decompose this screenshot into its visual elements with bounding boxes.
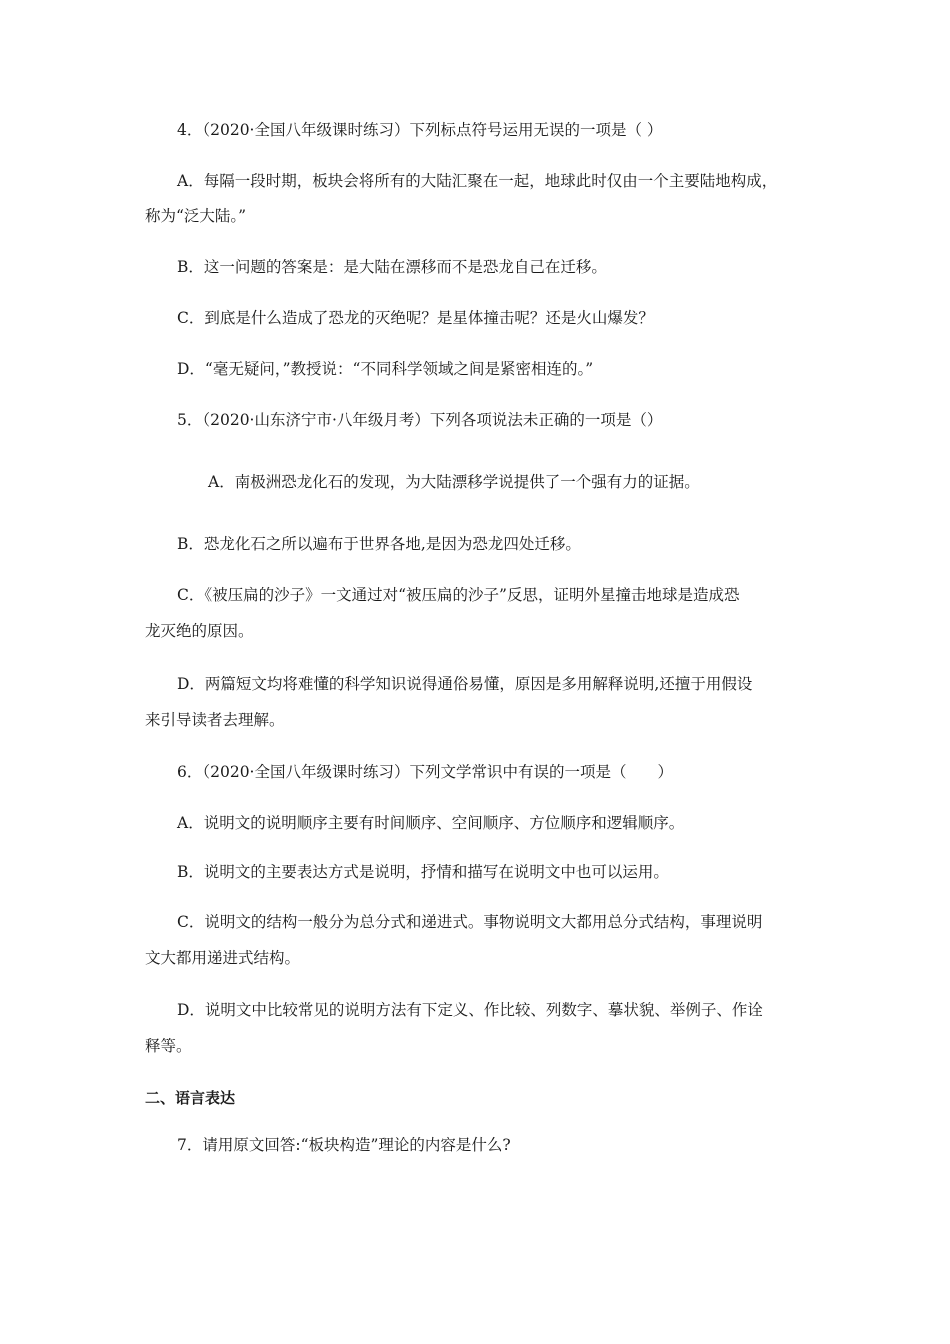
q4-option-d: D．“毫无疑问，”教授说：“不同科学领域之间是紧密相连的。”	[177, 360, 594, 378]
q4-option-c: C．到底是什么造成了恐龙的灭绝呢？是星体撞击呢？还是火山爆发？	[177, 309, 654, 327]
q5-option-d-line1: D．两篇短文均将难懂的科学知识说得通俗易懂，原因是多用解释说明,还擅于用假设	[177, 675, 753, 693]
q4-stem: 4．（2020·全国八年级课时练习）下列标点符号运用无误的一项是（ ）	[177, 121, 663, 139]
q4-option-b: B．这一问题的答案是：是大陆在漂移而不是恐龙自己在迁移。	[177, 258, 607, 276]
q4-option-a-line1: A．每隔一段时期，板块会将所有的大陆汇聚在一起，地球此时仅由一个主要陆地构成，	[177, 172, 778, 190]
q7-stem: 7．请用原文回答:“板块构造”理论的内容是什么?	[177, 1136, 511, 1154]
q6-option-c-line1: C．说明文的结构一般分为总分式和递进式。事物说明文大都用总分式结构，事理说明	[177, 913, 763, 931]
q5-option-c-line2: 龙灭绝的原因。	[145, 622, 254, 640]
q6-option-a: A．说明文的说明顺序主要有时间顺序、空间顺序、方位顺序和逻辑顺序。	[177, 814, 685, 832]
q4-option-a-line2: 称为“泛大陆。”	[145, 207, 247, 225]
q6-option-c-line2: 文大都用递进式结构。	[145, 949, 301, 967]
q6-option-d-line2: 释等。	[145, 1037, 192, 1055]
q6-option-b: B．说明文的主要表达方式是说明，抒情和描写在说明文中也可以运用。	[177, 863, 669, 881]
q5-stem: 5．（2020·山东济宁市·八年级月考）下列各项说法未正确的一项是（）	[177, 411, 663, 429]
q5-option-a: A．南极洲恐龙化石的发现，为大陆漂移学说提供了一个强有力的证据。	[208, 473, 700, 491]
q5-option-d-line2: 来引导读者去理解。	[145, 711, 285, 729]
q5-option-b: B．恐龙化石之所以遍布于世界各地,是因为恐龙四处迁移。	[177, 535, 581, 553]
q5-option-c-line1: C．《被压扁的沙子》一文通过对“被压扁的沙子”反思，证明外星撞击地球是造成恐	[177, 586, 740, 604]
q6-option-d-line1: D．说明文中比较常见的说明方法有下定义、作比较、列数字、摹状貌、举例子、作诠	[177, 1001, 763, 1019]
q6-stem: 6．（2020·全国八年级课时练习）下列文学常识中有误的一项是（ ）	[177, 763, 673, 781]
section-heading: 二、语言表达	[145, 1089, 236, 1107]
